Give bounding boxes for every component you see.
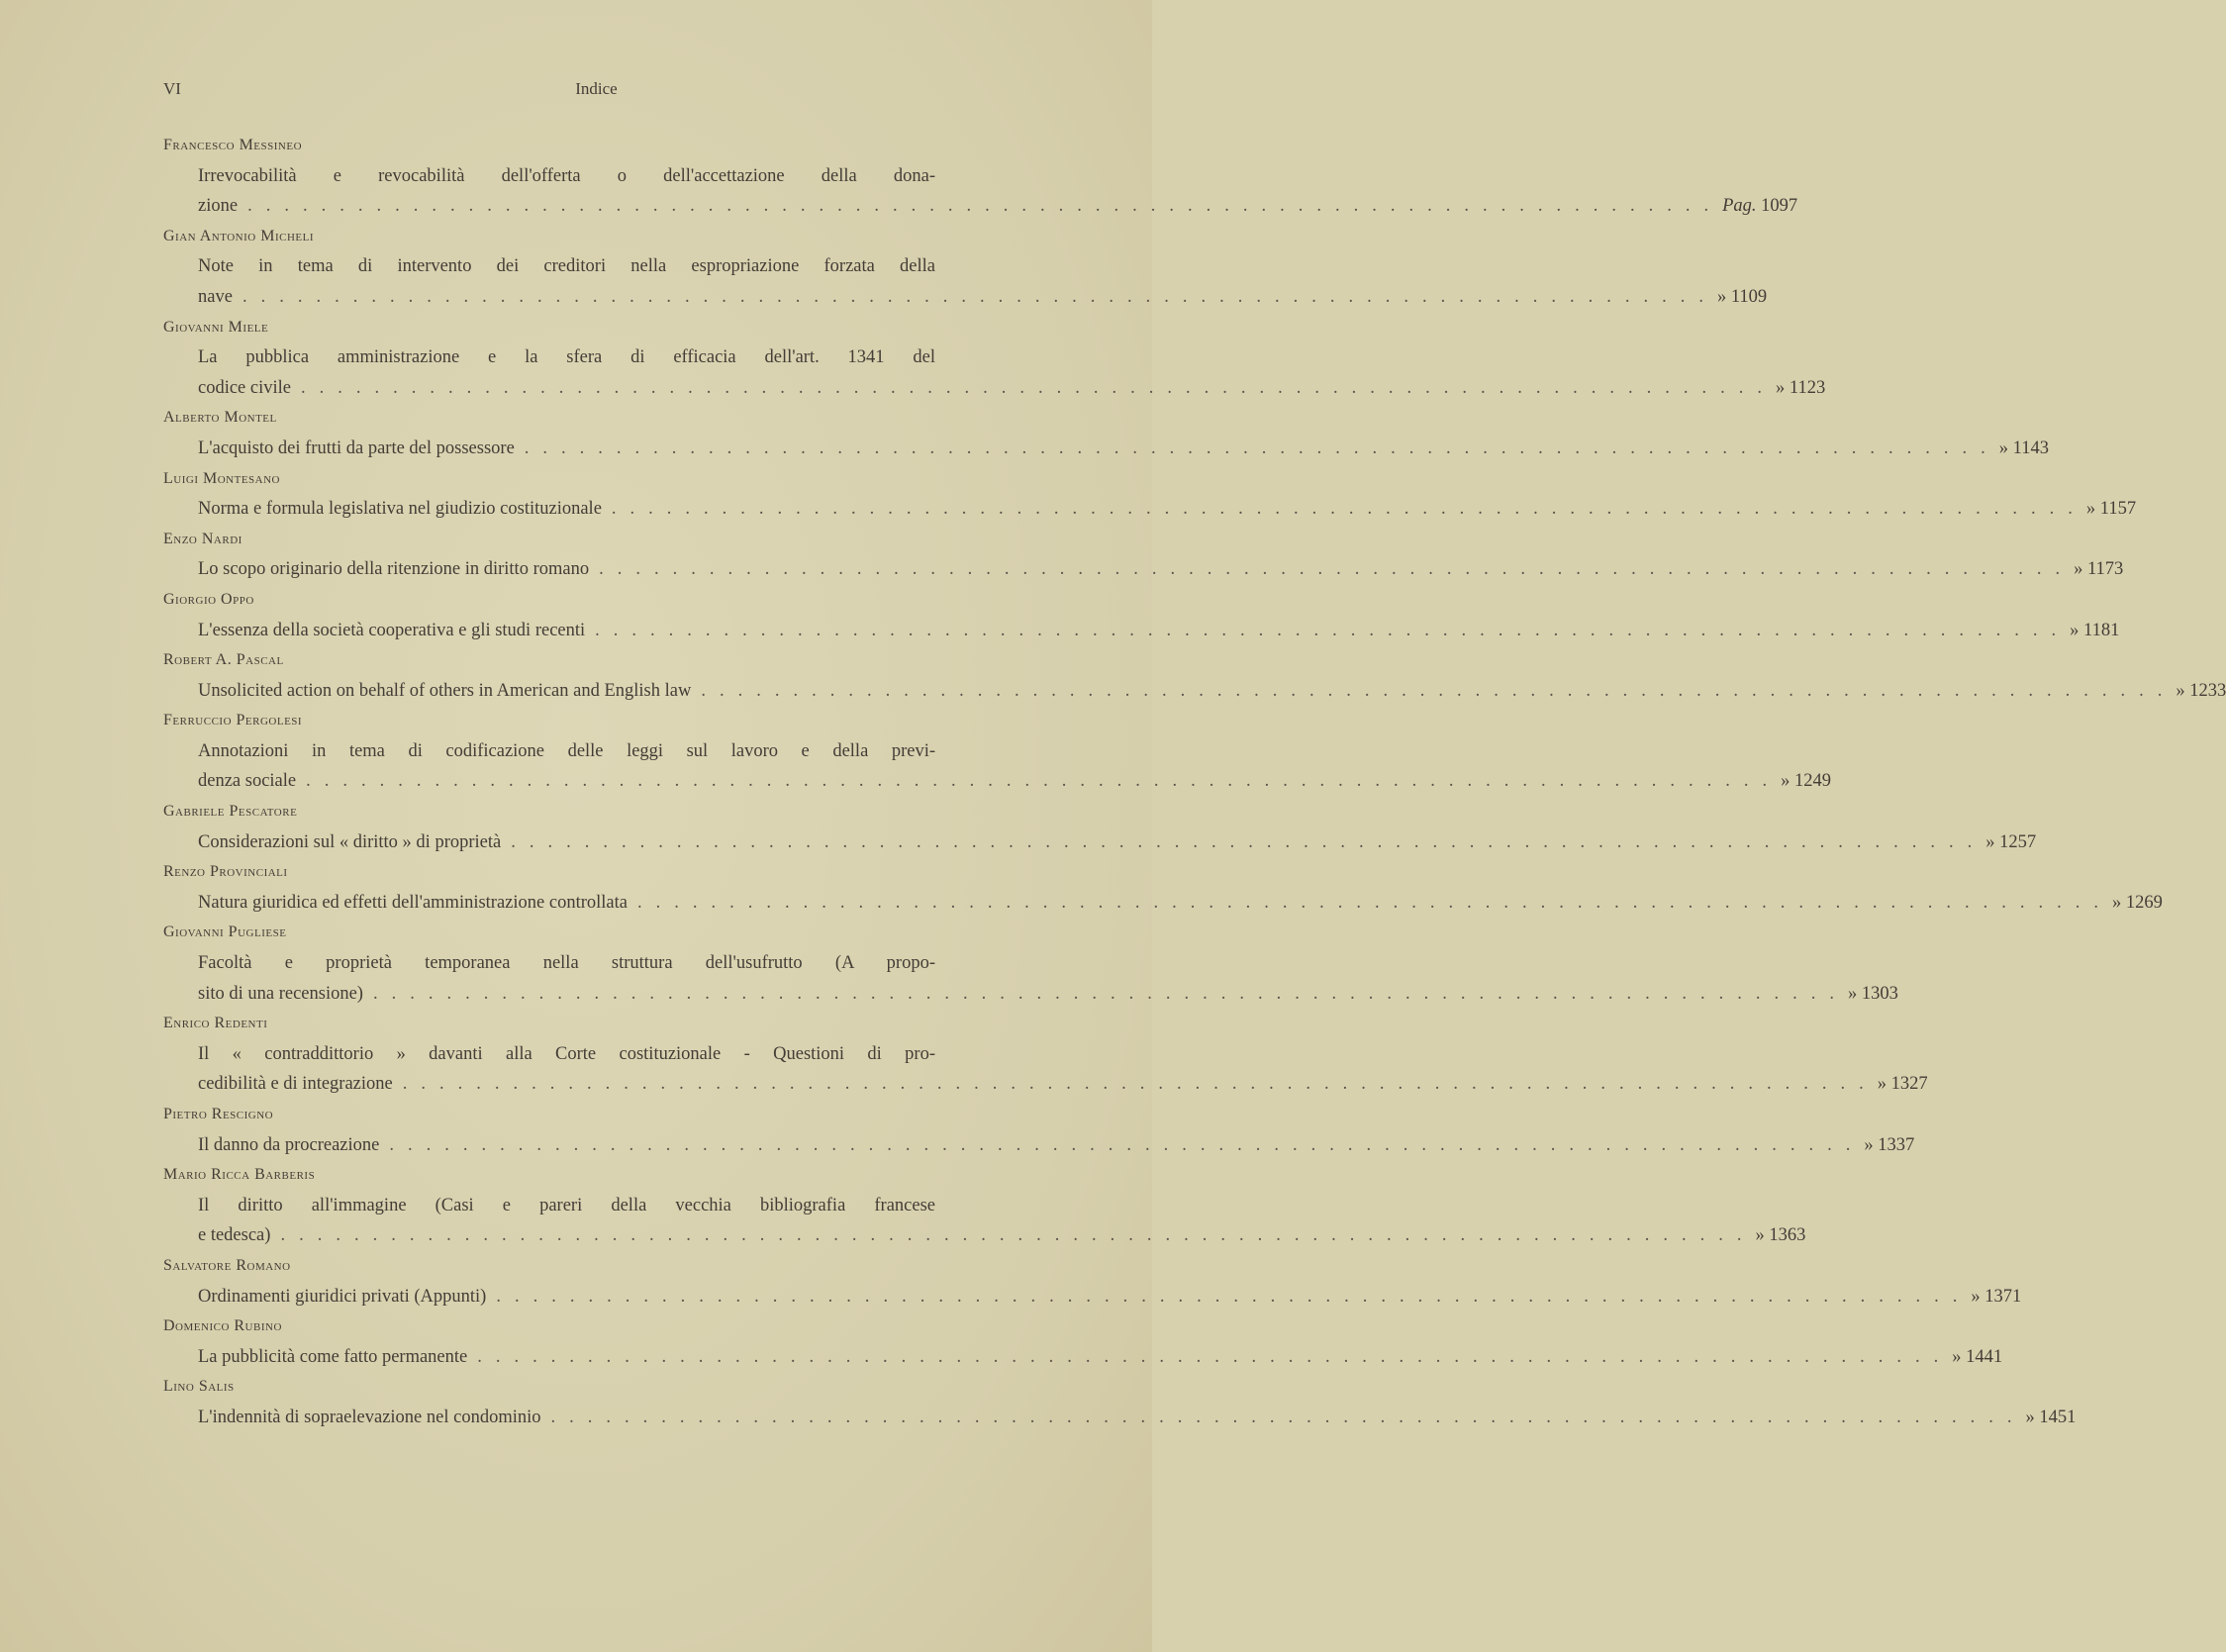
page-reference: [1717, 282, 1767, 313]
page-reference: [2070, 616, 2119, 646]
author-name: Ferruccio Pergolesi: [163, 712, 303, 729]
author-name: Enzo Nardi: [163, 530, 242, 547]
header-title: Indice: [575, 79, 618, 98]
entry-title-text: Natura giuridica ed effetti dell'amministrazione controllata: [198, 892, 628, 913]
page-number-ref: 1157: [2099, 499, 2137, 520]
entry-title-text: sito di una recensione): [198, 983, 363, 1004]
toc-entry: [163, 1312, 2003, 1372]
entry-title-line: [163, 616, 2120, 646]
page-reference: [1971, 1282, 2021, 1312]
page-reference: [2074, 554, 2123, 585]
page-number-ref: 1303: [1861, 983, 1898, 1004]
entry-title-line: [163, 554, 2124, 585]
author-name: Salvatore Romano: [163, 1256, 291, 1274]
entry-title-line: Irrevocabilità e revocabilità dell'offerta o dell'accettazione della dona-: [198, 165, 935, 186]
entry-title-line: [163, 888, 2163, 919]
page-prefix: »: [2025, 1407, 2035, 1427]
author-name: Giovanni Miele: [163, 318, 269, 336]
entry-title-line: [163, 1130, 1915, 1161]
author-name: Francesco Messineo: [163, 137, 303, 153]
toc-entry: [163, 313, 1826, 404]
toc-entry: [163, 222, 1768, 313]
author-name: Giovanni Pugliese: [163, 923, 287, 941]
entry-title-text: nave: [198, 286, 233, 307]
dot-leader: ................................................................................: [599, 559, 2075, 580]
page-number: VI: [163, 79, 181, 98]
page-reference: [1755, 1220, 1805, 1251]
entry-title-line: [163, 1282, 2022, 1312]
author-name: Robert A. Pascal: [163, 651, 284, 669]
toc-entry: [163, 706, 1831, 797]
page-prefix: »: [2111, 892, 2122, 913]
page-prefix: »: [1998, 437, 2009, 458]
toc-entry: [163, 585, 2120, 645]
page-reference: [1952, 1342, 2002, 1373]
toc-entry: [163, 1372, 2077, 1432]
entry-title-text: zione: [198, 196, 239, 217]
toc-entry: [163, 131, 1798, 222]
page-reference: [1722, 191, 1797, 222]
page-reference: [2086, 494, 2136, 525]
entry-title-text: Lo scopo originario della ritenzione in diritto romano: [198, 559, 590, 580]
page-reference: [2176, 676, 2226, 707]
dot-leader: ................................................................................: [477, 1346, 1953, 1367]
page-prefix: »: [1776, 377, 1786, 398]
dot-leader: ................................................................................: [402, 1074, 1878, 1095]
page-prefix: »: [1755, 1225, 1765, 1246]
entry-title-line: [163, 282, 1768, 313]
page-number-ref: 1441: [1966, 1346, 2003, 1367]
toc-entry: [163, 797, 2037, 857]
page-reference: [1878, 1069, 1928, 1100]
toc-entry: [163, 1009, 1928, 1100]
dot-leader: ................................................................................: [701, 680, 2177, 701]
page-number-ref: 1181: [2083, 620, 2120, 640]
table-of-contents: [163, 131, 2226, 1433]
entry-title-line: [163, 373, 1826, 404]
page-reference: [1864, 1130, 1914, 1161]
toc-entry: [163, 525, 2124, 585]
page-number-ref: 1257: [1999, 831, 2037, 852]
author-name: Domenico Rubino: [163, 1317, 282, 1335]
toc-entry: [163, 464, 2137, 525]
entry-title-text: L'essenza della società cooperativa e gli studi recenti: [198, 620, 586, 640]
page-prefix: »: [1952, 1346, 1962, 1367]
toc-entry: [163, 645, 2226, 706]
entry-title-line: Note in tema di intervento dei creditori nella espropriazione forzata della: [198, 256, 935, 277]
entry-title-text: Considerazioni sul « diritto » di proprietà: [198, 831, 502, 852]
dot-leader: ................................................................................: [389, 1134, 1865, 1155]
entry-title-text: Unsolicited action on behalf of others in American and English law: [198, 680, 692, 701]
entry-title-line: [163, 494, 2137, 525]
page-number-ref: 1249: [1794, 771, 1831, 792]
entry-title-text: codice civile: [198, 377, 291, 398]
page-number-ref: 1123: [1789, 377, 1826, 398]
dot-leader: ................................................................................: [595, 620, 2071, 640]
page-number-ref: 1327: [1890, 1074, 1928, 1095]
author-name: Giorgio Oppo: [163, 590, 254, 608]
entry-title-line: [163, 676, 2226, 707]
entry-title-text: denza sociale: [198, 771, 297, 792]
entry-title-line: [163, 979, 1898, 1010]
dot-leader: ................................................................................: [496, 1286, 1972, 1307]
page-number-ref: 1371: [1984, 1286, 2022, 1307]
page-prefix: »: [1716, 286, 1727, 307]
toc-entry: [163, 918, 1898, 1009]
toc-entry: [163, 1160, 1806, 1251]
toc-entry: [163, 857, 2163, 918]
entry-title-text: La pubblicità come fatto permanente: [198, 1346, 468, 1367]
page-reference: [2026, 1403, 2077, 1433]
page-prefix: »: [2074, 559, 2083, 580]
dot-leader: ................................................................................: [372, 983, 1848, 1004]
entry-title-line: [163, 1220, 1806, 1251]
page-number-ref: 1451: [2039, 1407, 2077, 1427]
entry-title-text: cedibilità e di integrazione: [198, 1074, 393, 1095]
author-name: Gabriele Pescatore: [163, 803, 298, 821]
page-number-ref: 1337: [1878, 1134, 1915, 1155]
entry-title-line: [163, 1403, 2077, 1433]
page-number-ref: 1233: [2189, 680, 2226, 701]
entry-title-line: Annotazioni in tema di codificazione delle leggi sul lavoro e della previ-: [198, 740, 935, 761]
author-name: Renzo Provinciali: [163, 863, 288, 881]
dot-leader: ................................................................................: [280, 1225, 1756, 1246]
dot-leader: ................................................................................: [247, 196, 1723, 217]
page-reference: [1985, 827, 2036, 858]
page-prefix: »: [2070, 620, 2080, 640]
author-name: Pietro Rescigno: [163, 1106, 274, 1122]
page-prefix: »: [1971, 1286, 1981, 1307]
dot-leader: ................................................................................: [611, 499, 2086, 520]
page-prefix: »: [1985, 831, 1995, 852]
dot-leader: ................................................................................: [242, 286, 1717, 307]
dot-leader: ................................................................................: [306, 771, 1782, 792]
page-prefix: »: [2176, 680, 2185, 701]
page-prefix: »: [1864, 1134, 1874, 1155]
entry-title-line: [163, 1342, 2003, 1373]
toc-entry: [163, 403, 2049, 463]
page-reference: [2112, 888, 2163, 919]
author-name: Luigi Montesano: [163, 469, 280, 487]
entry-title-line: [163, 434, 2049, 464]
page-number-ref: 1097: [1761, 196, 1798, 217]
entry-title-line: Facoltà e proprietà temporanea nella struttura dell'usufrutto (A propo-: [198, 953, 935, 974]
page-prefix: »: [1781, 771, 1790, 792]
page-reference: [1776, 373, 1825, 404]
dot-leader: ................................................................................: [511, 831, 1986, 852]
dot-leader: ................................................................................: [524, 437, 1999, 458]
page-number-ref: 1363: [1769, 1225, 1806, 1246]
page-prefix: »: [1877, 1074, 1887, 1095]
page-reference: [1781, 766, 1831, 797]
page-number-ref: 1269: [2125, 892, 2163, 913]
entry-title-line: Il « contraddittorio » davanti alla Corte costituzionale - Questioni di pro-: [198, 1043, 935, 1064]
dot-leader: ................................................................................: [550, 1407, 2026, 1427]
entry-title-line: [163, 191, 1798, 222]
author-name: Gian Antonio Micheli: [163, 227, 315, 244]
dot-leader: ................................................................................: [301, 377, 1776, 398]
page-number-ref: 1109: [1730, 286, 1768, 307]
entry-title-line: Il diritto all'immagine (Casi e pareri della vecchia bibliografia francese: [198, 1195, 935, 1215]
entry-title-text: L'acquisto dei frutti da parte del possessore: [198, 437, 515, 458]
entry-title-line: [163, 827, 2037, 858]
page-number-ref: 1143: [2012, 437, 2049, 458]
dot-leader: ................................................................................: [636, 892, 2112, 913]
toc-entry: [163, 1251, 2022, 1312]
author-name: Lino Salis: [163, 1378, 235, 1396]
entry-title-line: La pubblica amministrazione e la sfera di efficacia dell'art. 1341 del: [198, 347, 935, 368]
author-name: Enrico Redenti: [163, 1015, 268, 1032]
entry-title-text: L'indennità di sopraelevazione nel condominio: [198, 1407, 541, 1427]
entry-title-text: e tedesca): [198, 1225, 271, 1246]
author-name: Mario Ricca Barberis: [163, 1166, 316, 1184]
page-reference: [1848, 979, 1898, 1010]
entry-title-text: Norma e formula legislativa nel giudizio costituzionale: [198, 499, 602, 520]
running-header: [163, 79, 1029, 103]
entry-title-line: [163, 766, 1831, 797]
entry-title-line: [163, 1069, 1928, 1100]
page-reference: [1999, 434, 2049, 464]
page-prefix: Pag.: [1722, 196, 1757, 217]
toc-entry: [163, 1100, 1915, 1160]
page-prefix: »: [2085, 499, 2096, 520]
page-number-ref: 1173: [2086, 559, 2124, 580]
author-name: Alberto Montel: [163, 409, 277, 427]
entry-title-text: Ordinamenti giuridici privati (Appunti): [198, 1286, 487, 1307]
entry-title-text: Il danno da procreazione: [198, 1134, 380, 1155]
page-prefix: »: [1847, 983, 1858, 1004]
